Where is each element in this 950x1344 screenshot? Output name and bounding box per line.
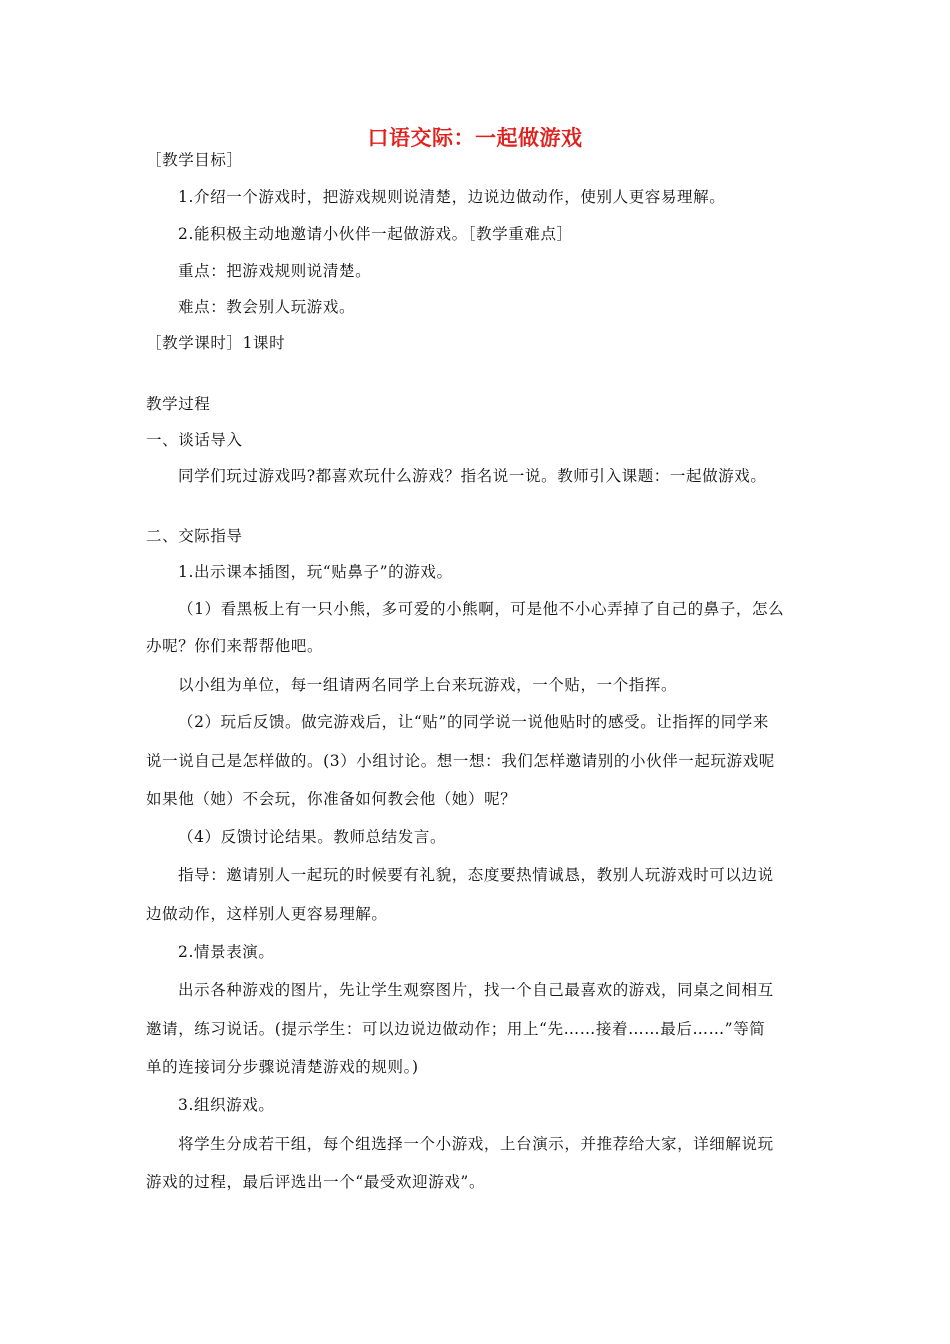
paragraph-line: （1）看黑板上有一只小熊，多可爱的小熊啊，可是他不小心弄掉了自己的鼻子，怎么 [178, 600, 785, 618]
paragraph-line: （4）反馈讨论结果。教师总结发言。 [178, 828, 447, 846]
paragraph-line: 将学生分成若干组，每个组选择一个小游戏，上台演示，并推荐给大家，详细解说玩 [178, 1135, 774, 1153]
step-1: 1.出示课本插图，玩“贴鼻子”的游戏。 [178, 563, 453, 581]
paragraph-line: 邀请，练习说话。(提示学生：可以边说边做动作；用上“先……接着……最后……”等简 [146, 1020, 766, 1038]
objectives-heading: ［教学目标］ [146, 151, 243, 169]
paragraph-line: 办呢？你们来帮帮他吧。 [146, 637, 324, 655]
paragraph-line: 说一说自己是怎样做的。(3）小组讨论。想一想：我们怎样邀请别的小伙伴一起玩游戏呢 [146, 752, 775, 770]
process-heading: 教学过程 [146, 395, 211, 413]
section-2-heading: 二、交际指导 [146, 527, 243, 545]
step-2: 2.情景表演。 [178, 943, 275, 961]
difficult-point: 难点：教会别人玩游戏。 [178, 298, 356, 316]
guidance-line: 边做动作，这样别人更容易理解。 [146, 905, 388, 923]
guidance-line: 指导：邀请别人一起玩的时候要有礼貌，态度要热情诚恳，教别人玩游戏时可以边说 [178, 866, 774, 884]
paragraph-line: 出示各种游戏的图片，先让学生观察图片，找一个自己最喜欢的游戏，同桌之间相互 [178, 981, 774, 999]
step-3: 3.组织游戏。 [178, 1096, 275, 1114]
class-hours: ［教学课时］1课时 [146, 334, 286, 352]
section-1-text: 同学们玩过游戏吗?都喜欢玩什么游戏？指名说一说。教师引入课题：一起做游戏。 [178, 467, 767, 485]
paragraph-line: 如果他（她）不会玩，你准备如何教会他（她）呢？ [146, 790, 517, 808]
paragraph-line: 游戏的过程，最后评选出一个“最受欢迎游戏”。 [146, 1173, 486, 1191]
document-title: 口语交际：一起做游戏 [367, 126, 583, 150]
paragraph-line: （2）玩后反馈。做完游戏后，让“贴”的同学说一说他贴时的感受。让指挥的同学来 [178, 713, 770, 731]
section-1-heading: 一、谈话导入 [146, 431, 243, 449]
key-point: 重点：把游戏规则说清楚。 [178, 262, 372, 280]
paragraph-line: 单的连接词分步骤说清楚游戏的规则。) [146, 1058, 419, 1076]
paragraph-line: 以小组为单位，每一组请两名同学上台来玩游戏，一个贴，一个指挥。 [178, 676, 678, 694]
objective-1: 1.介绍一个游戏时，把游戏规则说清楚，边说边做动作，使别人更容易理解。 [178, 188, 726, 206]
objective-2: 2.能积极主动地邀请小伙伴一起做游戏。［教学重难点］ [178, 225, 573, 243]
